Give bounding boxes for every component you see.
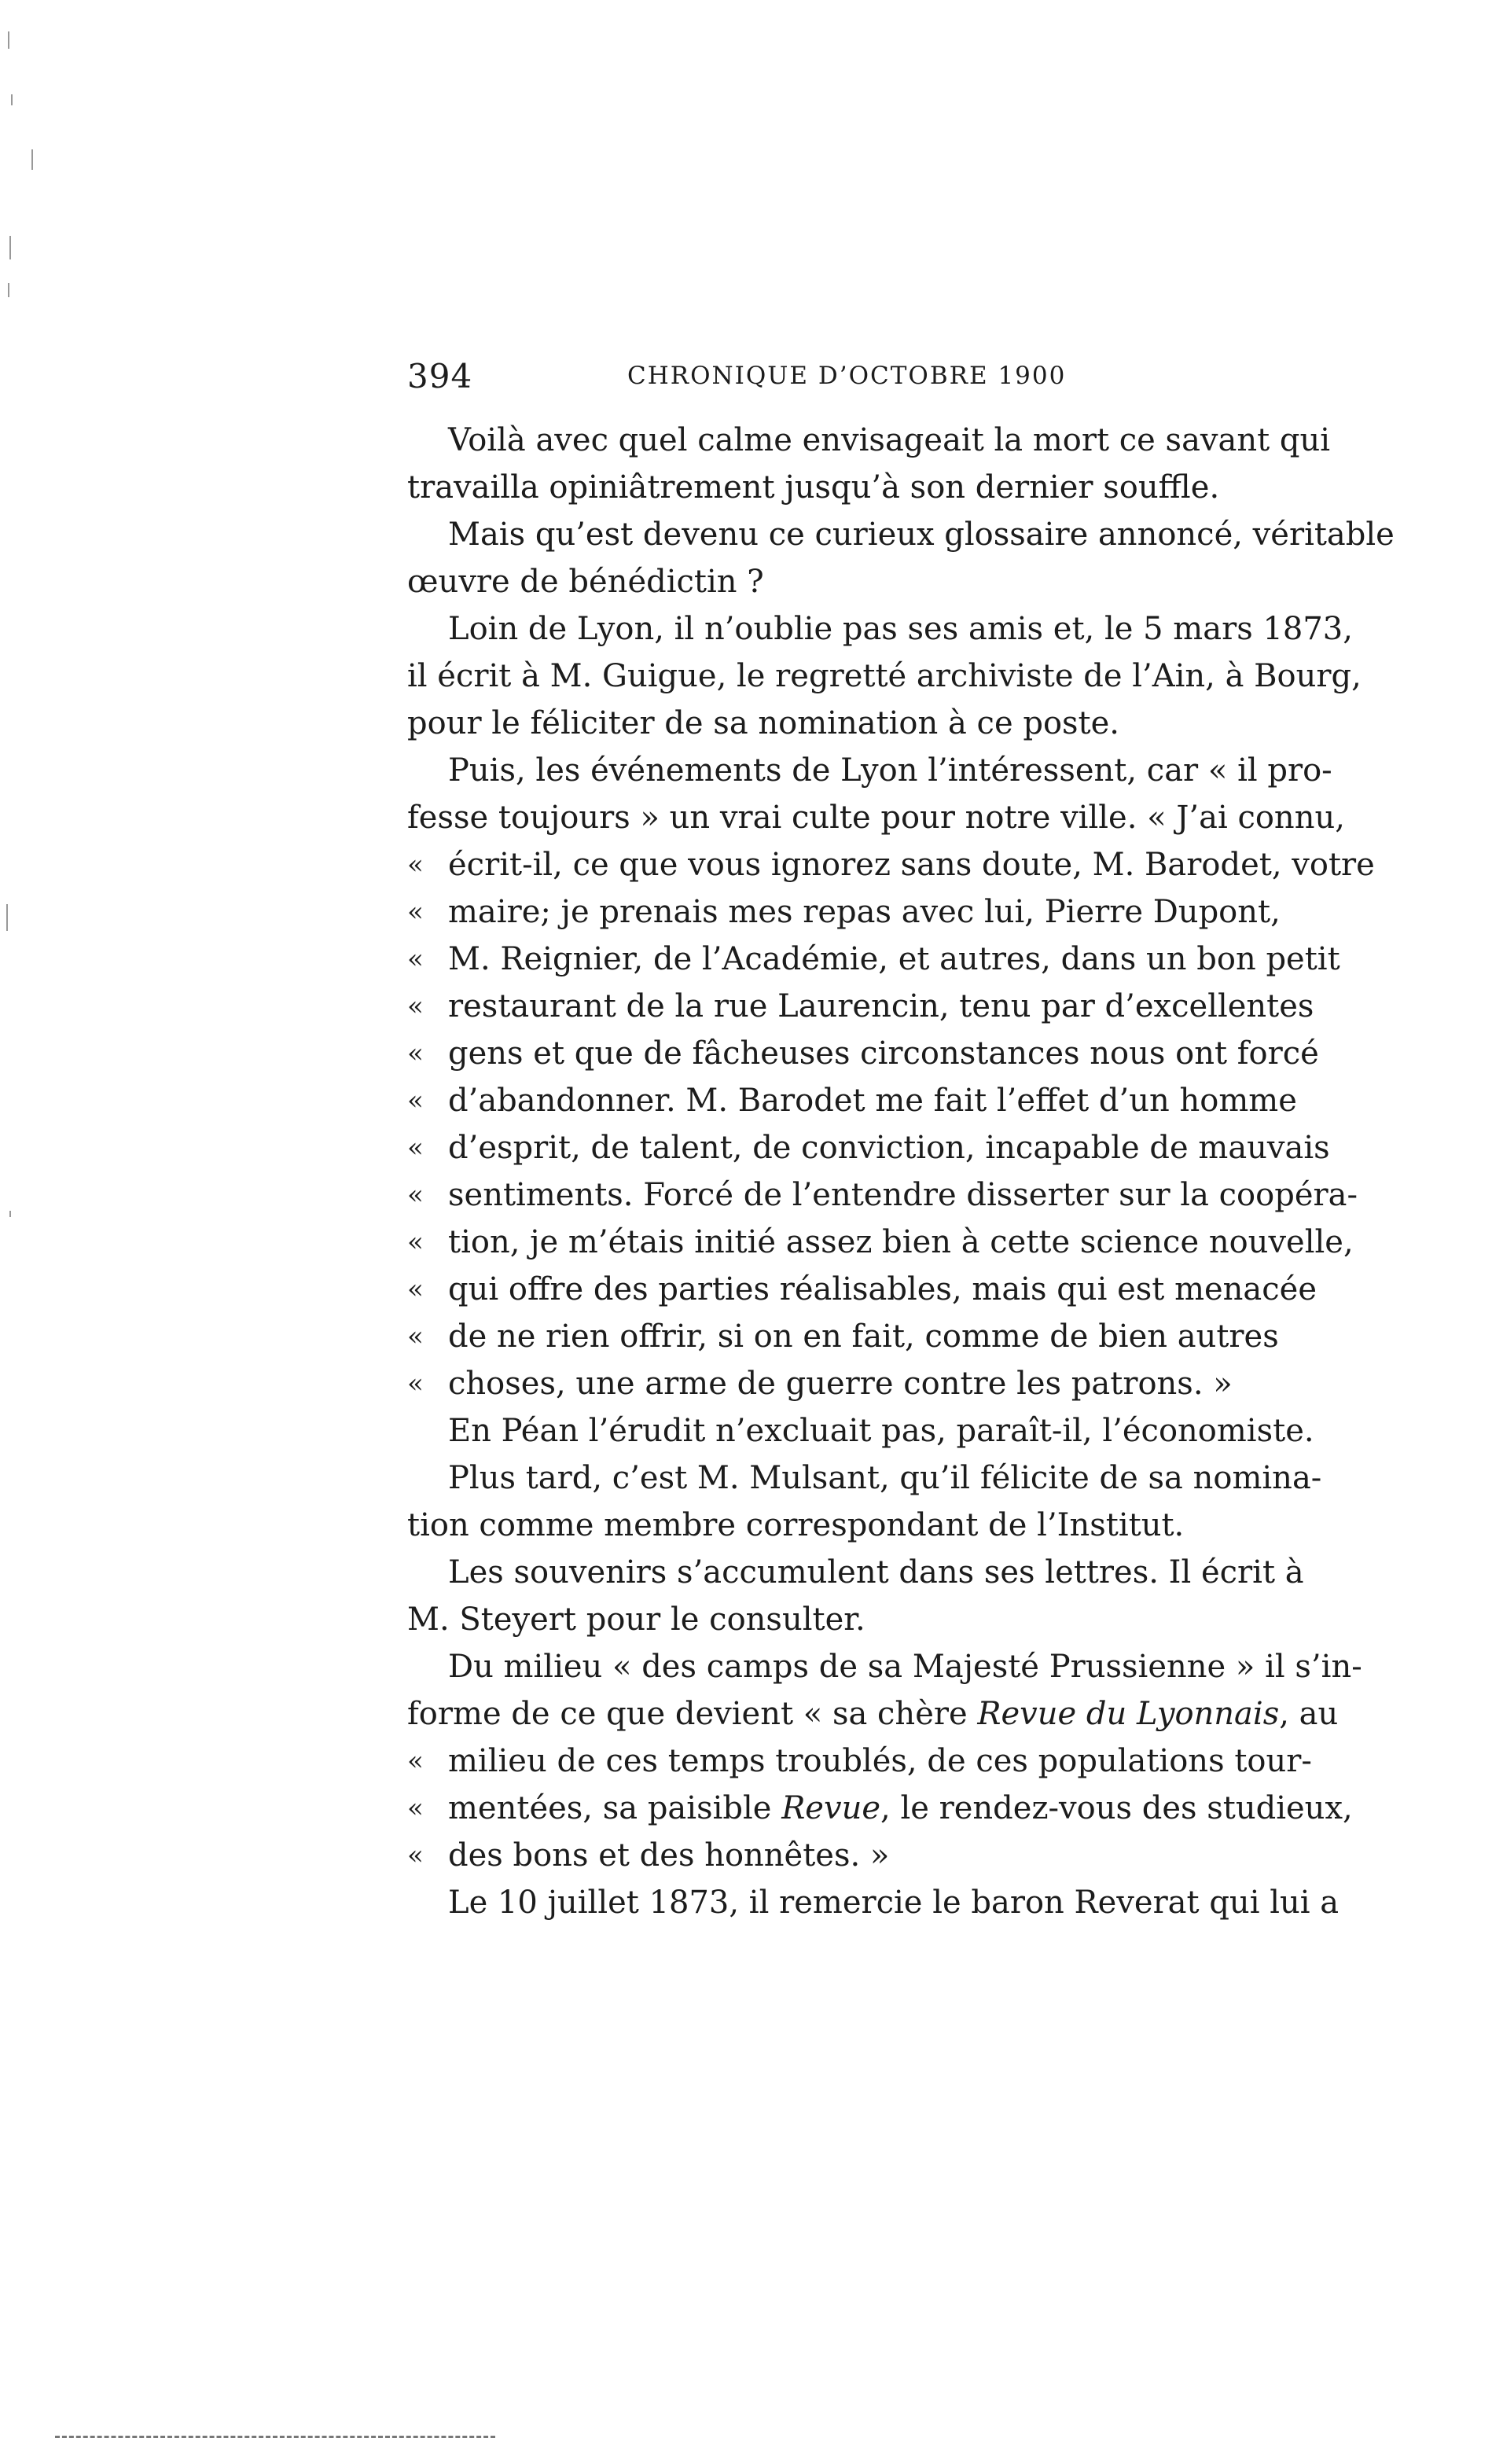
text-line: M. Steyert pour le consulter. xyxy=(407,1602,865,1638)
text-line: « choses, une arme de guerre contre les patrons. » xyxy=(407,1360,1272,1407)
quote-mark: « xyxy=(407,1368,424,1399)
scan-bottom-rule xyxy=(55,2436,495,2438)
text-line: tion comme membre correspondant de l’Institut. xyxy=(407,1507,1185,1543)
text-line: « milieu de ces temps troublés, de ces populations tour- xyxy=(407,1738,1272,1785)
text-line: « tion, je m’étais initié assez bien à cette science nouvelle, xyxy=(407,1219,1272,1266)
text-line: Le 10 juillet 1873, il remercie le baron Reverat qui lui a xyxy=(448,1885,1339,1921)
quote-mark: « xyxy=(407,1085,424,1116)
text-line: « des bons et des honnêtes. » xyxy=(407,1832,1272,1879)
quote-mark: « xyxy=(407,1226,424,1258)
page-number: 394 xyxy=(407,357,473,395)
quote-mark: « xyxy=(407,896,424,928)
text-line: « gens et que de fâcheuses circonstances nous ont forcé xyxy=(407,1030,1272,1077)
text-line: « d’esprit, de talent, de conviction, incapable de mauvais xyxy=(407,1124,1272,1171)
text-line: forme de ce que devient « sa chère Revue du Lyonnais, au xyxy=(407,1696,1339,1732)
text-line: il écrit à M. Guigue, le regretté archiviste de l’Ain, à Bourg, xyxy=(407,658,1362,694)
quote-mark: « xyxy=(407,1038,424,1069)
text-line: « restaurant de la rue Laurencin, tenu par d’excellentes xyxy=(407,983,1272,1030)
quote-mark: « xyxy=(407,1274,424,1305)
text-line: « mentées, sa paisible Revue, le rendez-vous des studieux, xyxy=(407,1785,1272,1832)
text-line: « M. Reignier, de l’Académie, et autres, dans un bon petit xyxy=(407,936,1272,983)
quote-mark: « xyxy=(407,1745,424,1777)
journal-title: Revue xyxy=(781,1790,881,1826)
text-line: « sentiments. Forcé de l’entendre disserter sur la coopéra- xyxy=(407,1171,1272,1219)
text-line: « d’abandonner. M. Barodet me fait l’effet d’un homme xyxy=(407,1077,1272,1124)
text-line: Du milieu « des camps de sa Majesté Prussienne » il s’in- xyxy=(448,1649,1362,1685)
quote-mark: « xyxy=(407,1840,424,1871)
text-line: En Péan l’érudit n’excluait pas, paraît-il, l’économiste. xyxy=(448,1413,1314,1449)
text-line: œuvre de bénédictin ? xyxy=(407,564,764,600)
text-line: Voilà avec quel calme envisageait la mort ce savant qui xyxy=(448,422,1331,458)
text-line: Les souvenirs s’accumulent dans ses lettres. Il écrit à xyxy=(448,1554,1304,1591)
text-line: « maire; je prenais mes repas avec lui, Pierre Dupont, xyxy=(407,888,1272,936)
text-line: Loin de Lyon, il n’oublie pas ses amis et, le 5 mars 1873, xyxy=(448,611,1353,647)
quote-mark: « xyxy=(407,991,424,1022)
quote-mark: « xyxy=(407,849,424,881)
quote-mark: « xyxy=(407,943,424,975)
quote-mark: « xyxy=(407,1793,424,1824)
quote-mark: « xyxy=(407,1132,424,1164)
page-header xyxy=(407,357,1272,404)
text-line: Mais qu’est devenu ce curieux glossaire annoncé, véritable xyxy=(448,517,1395,553)
text-line: Puis, les événements de Lyon l’intéressent, car « il pro- xyxy=(448,752,1332,789)
journal-title: Revue du Lyonnais xyxy=(977,1696,1280,1732)
text-line: fesse toujours » un vrai culte pour notre ville. « J’ai connu, xyxy=(407,800,1345,836)
running-title: CHRONIQUE D’OCTOBRE 1900 xyxy=(627,362,1067,390)
text-line: Plus tard, c’est M. Mulsant, qu’il félicite de sa nomina- xyxy=(448,1460,1322,1496)
text-line: « de ne rien offrir, si on en fait, comme de bien autres xyxy=(407,1313,1272,1360)
text-line: pour le féliciter de sa nomination à ce poste. xyxy=(407,705,1120,741)
text-line: « qui offre des parties réalisables, mais qui est menacée xyxy=(407,1266,1272,1313)
quote-mark: « xyxy=(407,1179,424,1211)
scan-margin-marks xyxy=(0,0,47,2464)
text-line: « écrit-il, ce que vous ignorez sans doute, M. Barodet, votre xyxy=(407,841,1272,888)
body-text xyxy=(407,417,1395,1926)
quote-mark: « xyxy=(407,1321,424,1352)
text-line: travailla opiniâtrement jusqu’à son dernier souffle. xyxy=(407,469,1220,506)
